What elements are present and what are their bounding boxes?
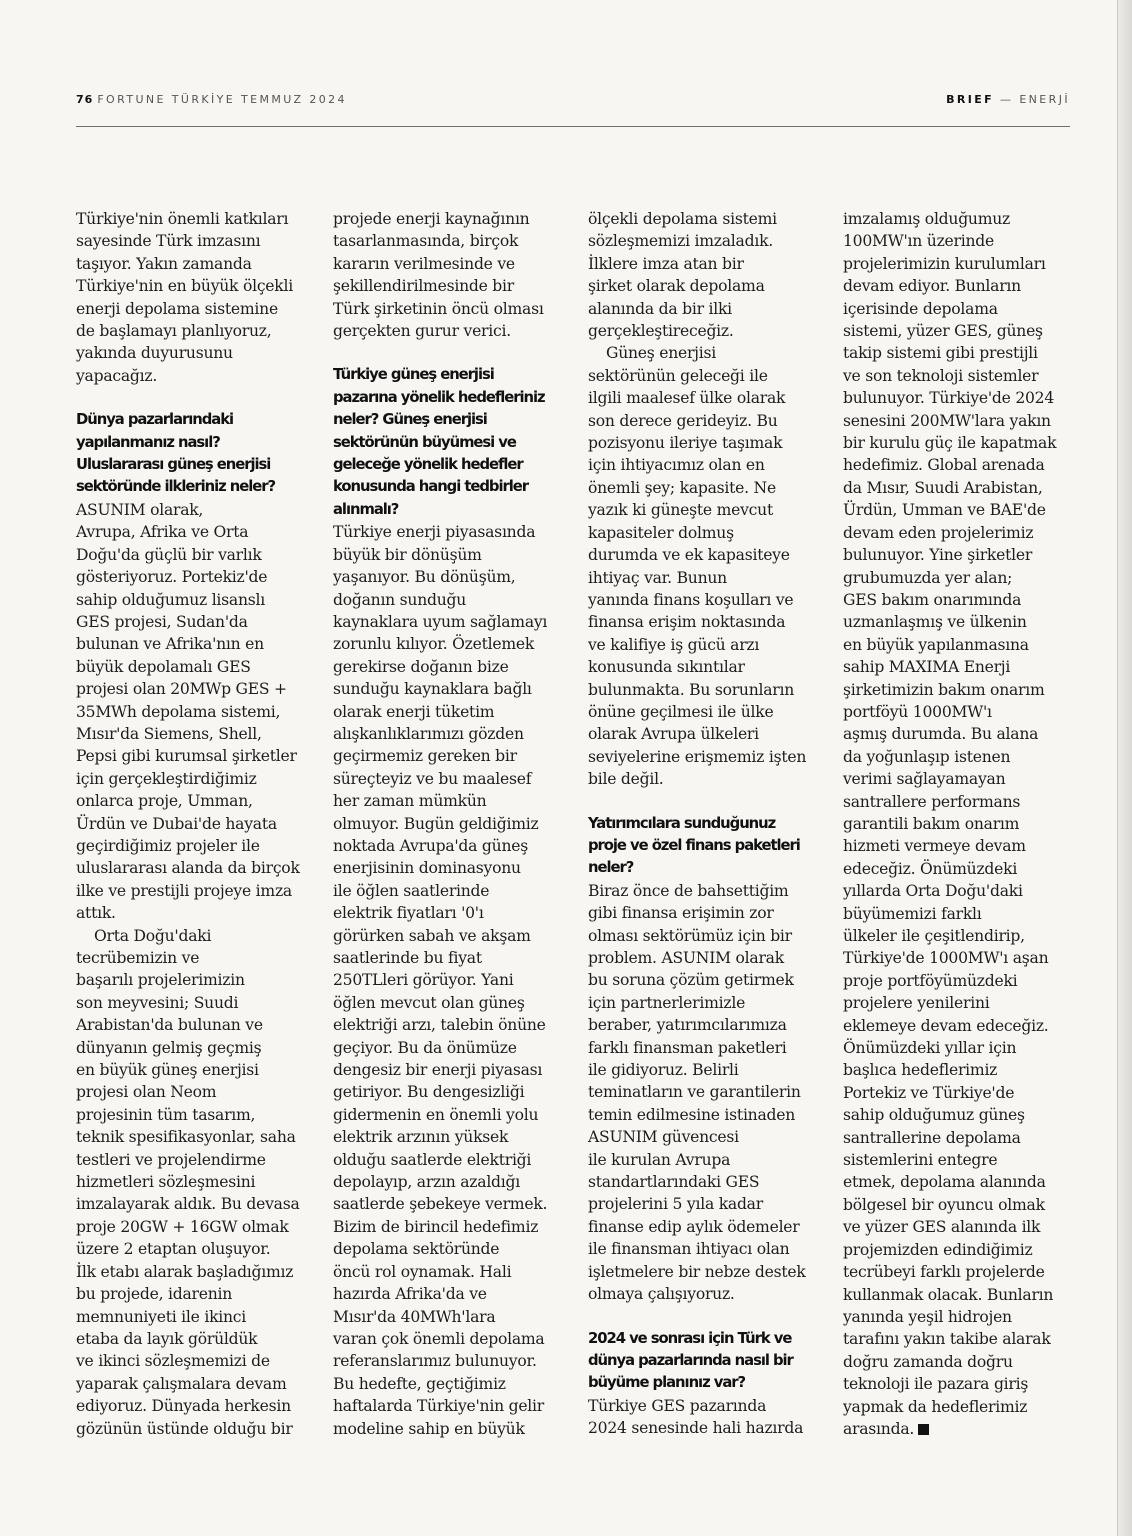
- text-line: etmek, depolama alanında: [843, 1173, 1046, 1192]
- text-line: Mısır'da 40MWh'lara: [333, 1307, 496, 1326]
- text-line: Türkiye'nin en büyük ölçekli: [76, 277, 293, 296]
- section-label: BRIEF: [946, 93, 995, 106]
- text-line: depolayıp, arzın azaldığı: [333, 1173, 520, 1192]
- text-line: sayesinde Türk imzasını: [76, 232, 261, 251]
- text-line: pozisyonu ileriye taşımak: [588, 434, 783, 453]
- text-line: teknik spesifikasyonlar, saha: [76, 1128, 296, 1147]
- text-line: elektrik arzının yüksek: [333, 1128, 509, 1147]
- text-line: tecrübeyi farklı projelerde: [843, 1263, 1045, 1282]
- text-line: Bu hedefte, geçtiğimiz: [333, 1374, 506, 1393]
- text-line: ASUNIM güvencesi: [588, 1128, 739, 1147]
- text-line: finansa erişim noktasında: [588, 613, 786, 632]
- text-line: ve ikinci sözleşmemizi de: [76, 1352, 270, 1371]
- text-line: gerçekten gurur verici.: [333, 322, 511, 341]
- page-header: [76, 93, 1070, 113]
- text-line: önemli şey; kapasite. Ne: [588, 478, 776, 497]
- text-line: ASUNIM olarak,: [76, 500, 204, 519]
- text-line: yanında finans koşulları ve: [588, 590, 794, 609]
- text-line: bu projede, idarenin: [76, 1285, 233, 1304]
- text-line: projelerini 5 yıla kadar: [588, 1195, 763, 1214]
- text-line: başarılı projelerimizin: [76, 971, 245, 990]
- text-line: alınmalı?: [333, 500, 399, 518]
- text-line: Ürdün, Umman ve BAE'de: [843, 501, 1046, 520]
- text-line: Bizim de birincil hedefimiz: [333, 1217, 539, 1236]
- answer-paragraph: [588, 880, 820, 1306]
- text-line: son derece gerideyiz. Bu: [588, 411, 778, 430]
- paragraph: [588, 342, 820, 790]
- text-line: Ürdün ve Dubai'de hayata: [76, 814, 277, 833]
- text-line: verimi sağlayamayan: [843, 770, 1006, 789]
- text-line: enerji depolama sistemine: [76, 299, 278, 318]
- text-line: yapacağız.: [76, 366, 158, 385]
- text-line: Uluslararası güneş enerjisi: [76, 456, 271, 474]
- paragraph: [333, 208, 565, 342]
- header-right: [946, 93, 1070, 106]
- text-line: sözleşmemizi imzaladık.: [588, 232, 773, 251]
- column-4: [843, 208, 1075, 1440]
- text-line: attık.: [76, 904, 116, 923]
- text-line: ölçekli depolama sistemi: [588, 210, 777, 228]
- text-line: Doğu'da güçlü bir varlık: [76, 545, 262, 564]
- text-line: üzere 2 etaptan oluşuyor.: [76, 1240, 271, 1259]
- text-line: için gerçekleştirdiğimiz: [76, 769, 257, 788]
- text-line: saatlerinde bu fiyat: [333, 949, 482, 967]
- text-line: İlk etabı alarak başladığımız: [76, 1262, 294, 1281]
- text-line: Türk şirketinin öncü olması: [333, 299, 544, 318]
- text-line: Önümüzdeki yıllar için: [843, 1039, 1017, 1058]
- text-line: sunduğu kaynaklara bağlı: [333, 680, 532, 699]
- text-line: 250TLleri görüyor. Yani: [333, 971, 514, 990]
- text-line: yaşanıyor. Bu dönüşüm,: [333, 568, 516, 587]
- text-line: zorunlu kılıyor. Özetlemek: [333, 635, 535, 654]
- text-line: eklemeye devam edeceğiz.: [843, 1016, 1049, 1035]
- text-line: devam eden projelerimiz: [843, 523, 1034, 542]
- text-line: başlıca hedeflerimiz: [843, 1061, 998, 1080]
- text-line: ülkeler ile çeşitlendirip,: [843, 927, 1025, 945]
- text-line: Güneş enerjisi: [606, 344, 716, 363]
- text-line: projelere yenilerini: [843, 994, 990, 1013]
- text-line: bulunan ve Afrika'nın en: [76, 635, 264, 654]
- text-line: ediyoruz. Dünyada herkesin: [76, 1397, 291, 1416]
- page-edge: [1117, 0, 1132, 1536]
- text-line: dünyanın gelmiş geçmiş: [76, 1038, 262, 1057]
- text-line: pazarına yönelik hedefleriniz: [333, 388, 545, 406]
- answer-paragraph: [588, 1395, 820, 1440]
- text-line: için ihtiyacımız olan en: [588, 456, 765, 475]
- text-line: finanse edip aylık ödemeler: [588, 1217, 800, 1236]
- text-line: tarafını yakın takibe alarak: [843, 1330, 1051, 1349]
- text-line: imzalayarak aldık. Bu devasa: [76, 1195, 300, 1214]
- text-line: bir kurulu güç ile kapatmak: [843, 434, 1057, 453]
- text-line: Türkiye'nin önemli katkıları: [76, 210, 289, 228]
- header-separator: —: [1000, 93, 1014, 106]
- text-line: gibi finansa erişimin zor: [588, 904, 774, 923]
- text-line: ihtiyaç var. Bunun: [588, 568, 727, 587]
- text-line: projemizden edindiğimiz: [843, 1240, 1033, 1259]
- text-line: şirketimizin bakım onarım: [843, 680, 1045, 699]
- text-line: ve yüzer GES alanında ilk: [843, 1218, 1041, 1237]
- text-line: gözünün üstünde olduğu bir: [76, 1419, 293, 1438]
- text-line: durumda ve ek kapasiteye: [588, 546, 790, 565]
- text-line: büyük bir dönüşüm: [333, 545, 482, 564]
- text-line: yakında duyurusunu: [76, 344, 233, 363]
- text-line: sahip olduğumuz lisanslı: [76, 590, 265, 609]
- text-line: dünya pazarlarında nasıl bir: [588, 1351, 793, 1369]
- topic-label: ENERJİ: [1019, 93, 1070, 106]
- text-line: hizmetleri sözleşmesini: [76, 1173, 256, 1192]
- text-line: alanında da bir ilki: [588, 299, 732, 318]
- text-line: takip sistemi gibi prestijli: [843, 344, 1038, 363]
- text-line: beraber, yatırımcılarımıza: [588, 1016, 787, 1035]
- text-line: geçiyor. Bu da önümüze: [333, 1038, 517, 1057]
- text-line: alışkanlıklarımızı gözden: [333, 724, 524, 743]
- text-line: şirket olarak depolama: [588, 277, 765, 296]
- text-line: uluslararası alanda da birçok: [76, 859, 300, 878]
- text-line: her zaman mümkün: [333, 792, 487, 811]
- text-line: bulunuyor. Türkiye'de 2024: [843, 389, 1055, 408]
- text-line: arasında.: [843, 1419, 915, 1438]
- text-line: gerçekleştireceğiz.: [588, 322, 734, 341]
- text-line: memnuniyeti ile ikinci: [76, 1307, 247, 1326]
- text-line: taşıyor. Yakın zamanda: [76, 254, 252, 273]
- text-line: imzalamış olduğumuz: [843, 210, 1011, 228]
- text-line: 35MWh depolama sistemi,: [76, 702, 281, 721]
- text-line: konusunda hangi tedbirler: [333, 478, 528, 496]
- question-heading: [333, 364, 565, 521]
- text-line: portföyü 1000MW'ı: [843, 702, 992, 721]
- text-line: haftalarda Türkiye'nin gelir: [333, 1397, 544, 1416]
- text-line: santrallerine depolama: [843, 1128, 1021, 1147]
- text-line: doğanın sunduğu: [333, 590, 467, 609]
- text-line: büyümemizi farklı: [843, 904, 982, 923]
- text-line: projesi olan 20MWp GES +: [76, 680, 287, 699]
- text-line: olarak Avrupa ülkeleri: [588, 725, 759, 744]
- paragraph: [76, 208, 308, 387]
- text-line: noktada Avrupa'da güneş: [333, 836, 528, 855]
- text-line: ilke ve prestijli projeye imza: [76, 881, 292, 900]
- text-line: hedefimiz. Global arenada: [843, 456, 1045, 475]
- text-line: en büyük güneş enerjisi: [76, 1061, 259, 1080]
- text-line: ilgili maalesef ülke olarak: [588, 389, 786, 408]
- text-line: Arabistan'da bulunan ve: [76, 1016, 263, 1035]
- text-line: depolama sektöründe: [333, 1240, 500, 1259]
- question-heading: [76, 409, 308, 499]
- text-line: sahip olduğumuz güneş: [843, 1106, 1025, 1125]
- question-heading: [588, 1328, 820, 1395]
- end-mark-icon: [918, 1424, 929, 1435]
- text-line: yıllarda Orta Doğu'daki: [843, 882, 1023, 901]
- text-line: geçirmemiz gereken bir: [333, 747, 517, 766]
- text-line: bölgesel bir oyuncu olmak: [843, 1195, 1045, 1214]
- text-line: projede enerji kaynağının: [333, 210, 530, 228]
- text-line: senesini 200MW'lara yakın: [843, 411, 1051, 430]
- text-line: projesinin tüm tasarım,: [76, 1105, 256, 1124]
- text-line: saatlerde şebekeye vermek.: [333, 1195, 548, 1214]
- text-line: içerisinde depolama: [843, 299, 998, 318]
- text-line: sahip MAXIMA Enerji: [843, 658, 1011, 677]
- column-2: [333, 208, 565, 1440]
- text-line: onlarca proje, Umman,: [76, 792, 253, 811]
- text-line: gerekirse doğanın bize: [333, 657, 509, 676]
- text-line: enerjisinin dominasyonu: [333, 859, 521, 878]
- text-line: yaparak çalışmalara devam: [76, 1374, 287, 1393]
- text-line: bulunuyor. Yine şirketler: [843, 546, 1033, 565]
- text-line: elektriği arzı, talebin önüne: [333, 1016, 546, 1035]
- text-line: öğlen mevcut olan güneş: [333, 993, 525, 1012]
- text-line: projelerimizin kurulumları: [843, 254, 1046, 273]
- text-line: uzmanlaşmış ve ülkenin: [843, 613, 1027, 632]
- text-line: kaynaklara uyum sağlamayı: [333, 612, 548, 631]
- text-line: 2024 ve sonrası için Türk ve: [588, 1329, 792, 1347]
- text-line: için partnerlerimizle: [588, 993, 746, 1012]
- text-line: etaba da layık görüldük: [76, 1329, 258, 1348]
- text-line: şekillendirilmesinde bir: [333, 277, 514, 296]
- text-line: görürken sabah ve akşam: [333, 926, 531, 945]
- text-line: yanında yeşil hidrojen: [843, 1307, 1012, 1326]
- text-line: teknoloji ile pazara giriş: [843, 1375, 1029, 1394]
- text-line: kullanmak olacak. Bunların: [843, 1285, 1054, 1304]
- text-line: sektörünün geleceği ile: [588, 366, 768, 385]
- text-line: olarak enerji tüketim: [333, 702, 495, 721]
- text-line: gösteriyoruz. Portekiz'de: [76, 568, 268, 587]
- text-line: İlklere imza atan bir: [588, 254, 744, 273]
- text-line: edeceğiz. Önümüzdeki: [843, 859, 1018, 878]
- text-line: Pepsi gibi kurumsal şirketler: [76, 747, 297, 766]
- text-line: Dünya pazarlarındaki: [76, 411, 234, 429]
- text-line: Türkiye güneş enerjisi: [333, 366, 494, 384]
- text-line: olması sektörümüz için bir: [588, 926, 792, 945]
- text-line: GES bakım onarımında: [843, 590, 1022, 609]
- text-line: Yatırımcılara sunduğunuz: [588, 814, 776, 832]
- text-line: seviyelerine erişmemiz işten: [588, 747, 807, 766]
- text-line: aşmış durumda. Bu alana: [843, 725, 1039, 744]
- text-line: 2024 senesinde hali hazırda: [588, 1419, 804, 1438]
- text-line: dengesiz bir enerji piyasası: [333, 1061, 543, 1080]
- text-line: neler? Güneş enerjisi: [333, 411, 487, 429]
- text-line: Mısır'da Siemens, Shell,: [76, 724, 262, 743]
- text-line: tecrübemizin ve: [76, 949, 200, 967]
- text-line: kapasiteler dolmuş: [588, 523, 734, 542]
- text-line: tasarlanmasında, birçok: [333, 232, 519, 251]
- text-line: temin edilmesine istinaden: [588, 1105, 796, 1124]
- question-heading: [588, 813, 820, 880]
- text-line: projesi olan Neom: [76, 1083, 217, 1102]
- text-line: getiriyor. Bu dengesizliği: [333, 1083, 525, 1102]
- text-line: Türkiye enerji piyasasında: [333, 523, 536, 542]
- text-line: problem. ASUNIM olarak: [588, 949, 784, 967]
- column-1: [76, 208, 308, 1440]
- text-line: ve son teknoloji sistemler: [843, 366, 1039, 385]
- answer-paragraph: [333, 521, 565, 1440]
- text-line: sistemlerini entegre: [843, 1151, 998, 1170]
- text-line: konusunda sıkıntılar: [588, 658, 745, 677]
- text-line: yapılanmanız nasıl?: [76, 433, 220, 451]
- text-line: kararın verilmesinde ve: [333, 254, 515, 273]
- text-line: proje portföyümüzdeki: [843, 971, 1018, 990]
- text-line: sektörünün büyümesi ve: [333, 433, 516, 451]
- paragraph: [588, 208, 820, 342]
- text-line: ile kurulan Avrupa: [588, 1150, 731, 1169]
- text-line: varan çok önemli depolama: [333, 1329, 545, 1348]
- text-line: ile gidiyoruz. Belirli: [588, 1061, 739, 1080]
- text-line: büyüme planınız var?: [588, 1374, 746, 1392]
- text-line: 100MW'ın üzerinde: [843, 232, 994, 251]
- text-line: neler?: [588, 859, 634, 877]
- text-line: de başlamayı planlıyoruz,: [76, 322, 272, 341]
- text-line: ile öğlen saatlerinde: [333, 881, 490, 900]
- text-line: proje 20GW + 16GW olmak: [76, 1217, 289, 1236]
- answer-paragraph: [76, 925, 308, 1440]
- text-line: Türkiye'de 1000MW'ı aşan: [843, 949, 1049, 968]
- text-line: ve kalifiye iş gücü arzı: [588, 635, 760, 654]
- publication-line: FORTUNE TÜRKİYE TEMMUZ 2024: [97, 93, 347, 106]
- text-line: önüne geçilmesi ile ülke: [588, 702, 774, 721]
- text-line: olmaya çalışıyoruz.: [588, 1285, 735, 1304]
- text-line: yazık ki güneşte mevcut: [588, 501, 773, 520]
- text-line: yapmak da hedeflerimiz: [843, 1397, 1028, 1416]
- text-line: elektrik fiyatları '0'ı: [333, 904, 484, 923]
- column-3: [588, 208, 820, 1440]
- text-line: en büyük yapılanmasına: [843, 635, 1029, 654]
- header-left: [76, 93, 347, 106]
- text-line: öncü rol oynamak. Hali: [333, 1262, 512, 1281]
- text-line: bulunmakta. Bu sorunların: [588, 680, 795, 699]
- page-number: 76: [76, 93, 94, 106]
- header-rule: [76, 126, 1070, 127]
- text-line: gidermenin en önemli yolu: [333, 1105, 539, 1124]
- text-line: GES projesi, Sudan'da: [76, 612, 248, 631]
- text-line: bu soruna çözüm getirmek: [588, 971, 794, 990]
- text-line: garantili bakım onarım: [843, 814, 1020, 833]
- text-line: modeline sahip en büyük: [333, 1419, 525, 1438]
- answer-paragraph: [76, 499, 308, 925]
- text-line: hizmeti vermeye devam: [843, 837, 1026, 856]
- text-line: santrallere performans: [843, 792, 1021, 811]
- text-line: doğru zamanda doğru: [843, 1352, 1013, 1371]
- answer-paragraph: [843, 208, 1075, 1440]
- text-line: devam ediyor. Bunların: [843, 277, 1021, 296]
- text-line: testleri ve projelendirme: [76, 1150, 266, 1169]
- text-line: da yoğunlaşıp istenen: [843, 747, 1011, 766]
- text-line: bile değil.: [588, 770, 664, 789]
- text-line: Türkiye GES pazarında: [588, 1396, 767, 1415]
- text-line: grubumuzda yer alan;: [843, 568, 1013, 587]
- text-line: ile finansman ihtiyacı olan: [588, 1240, 790, 1259]
- text-line: olduğu saatlerde elektriği: [333, 1150, 532, 1169]
- text-line: da Mısır, Suudi Arabistan,: [843, 478, 1043, 497]
- text-line: Portekiz ve Türkiye'de: [843, 1083, 1015, 1102]
- text-line: Orta Doğu'daki: [94, 926, 212, 945]
- text-line: işletmelere bir nebze destek: [588, 1262, 806, 1281]
- text-line: geçirdiğimiz projeler ile: [76, 836, 260, 855]
- text-line: Avrupa, Afrika ve Orta: [76, 523, 249, 542]
- text-line: teminatların ve garantilerin: [588, 1083, 801, 1102]
- text-line: standartlarındaki GES: [588, 1173, 760, 1192]
- text-line: son meyvesini; Suudi: [76, 993, 239, 1012]
- text-line: proje ve özel finans paketleri: [588, 836, 800, 854]
- text-line: farklı finansman paketleri: [588, 1038, 787, 1057]
- text-line: hazırda Afrika'da ve: [333, 1285, 487, 1304]
- text-line: sistemi, yüzer GES, güneş: [843, 322, 1043, 341]
- text-line: olmuyor. Bugün geldiğimiz: [333, 814, 539, 833]
- text-line: Biraz önce de bahsettiğim: [588, 881, 789, 900]
- text-line: referanslarımız bulunuyor.: [333, 1352, 537, 1371]
- text-line: süreçteyiz ve bu maalesef: [333, 769, 532, 788]
- text-line: geleceğe yönelik hedefler: [333, 456, 523, 474]
- text-line: büyük depolamalı GES: [76, 657, 251, 676]
- text-line: sektöründe ilkleriniz neler?: [76, 478, 276, 496]
